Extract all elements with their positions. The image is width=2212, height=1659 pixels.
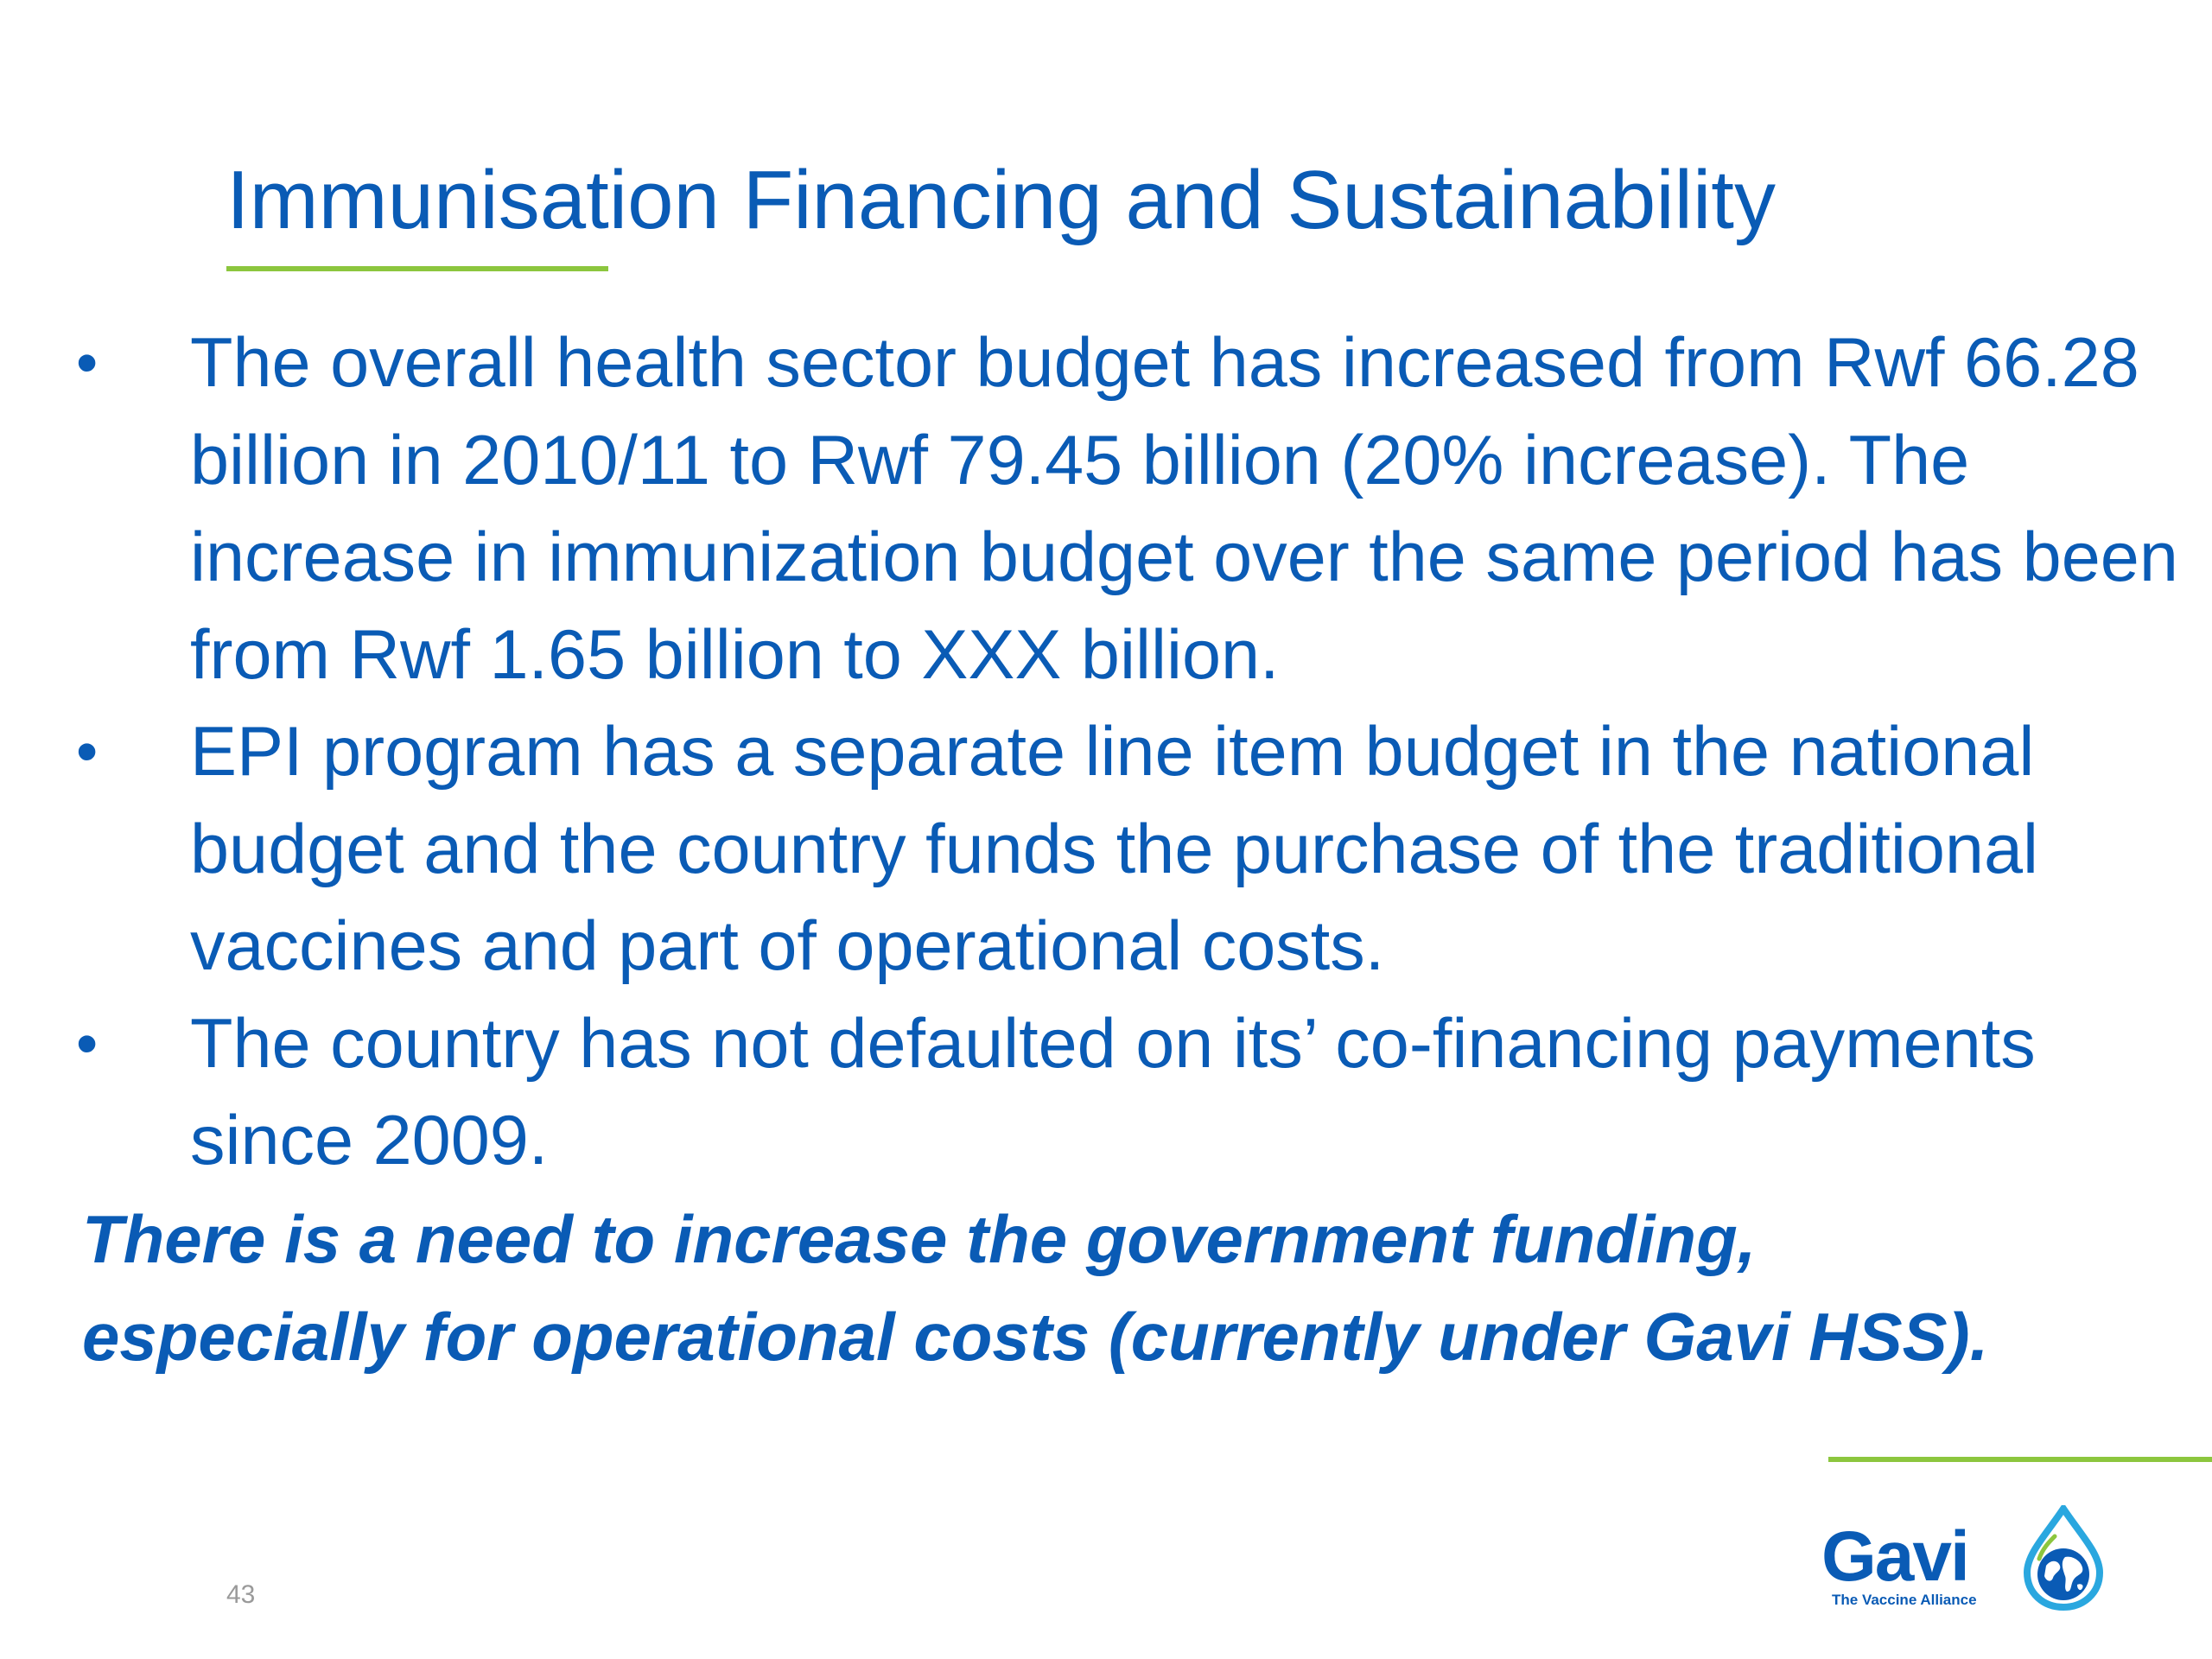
title-underline	[226, 266, 608, 271]
bullet-text: The overall health sector budget has increased from Rwf 66.28 billion in 2010/11 to Rwf 79.45 billion (20% increase). The increase in immunization budget over the same period has been from Rwf 1.65 billion to XXX billion.	[190, 324, 2178, 694]
conclusion-text: There is a need to increase the government funding, especially for operational costs (currently under Gavi HSS).	[82, 1201, 1989, 1375]
bullet-item	[76, 995, 2184, 1190]
bullet-text: EPI program has a separate line item budget in the national budget and the country funds the purchase of the traditional vaccines and part of operational costs.	[190, 713, 2038, 985]
globe-drop-icon	[2020, 1505, 2107, 1611]
bullet-item	[76, 703, 2184, 995]
bullet-dot: •	[76, 717, 99, 786]
logo-wordmark: Gavi	[1821, 1517, 1968, 1596]
bullet-list	[76, 315, 2184, 1190]
bullet-dot: •	[76, 1008, 99, 1078]
page-number: 43	[226, 1580, 256, 1609]
bullet-text: The country has not defaulted on its’ co-financing payments since 2009.	[190, 1004, 2036, 1179]
bullet-item	[76, 315, 2184, 703]
bullet-dot: •	[76, 328, 99, 397]
footer-divider	[1828, 1457, 2212, 1462]
logo-tagline: The Vaccine Alliance	[1832, 1592, 1977, 1608]
gavi-logo	[1821, 1505, 2107, 1611]
slide-title: Immunisation Financing and Sustainability	[226, 154, 1776, 246]
